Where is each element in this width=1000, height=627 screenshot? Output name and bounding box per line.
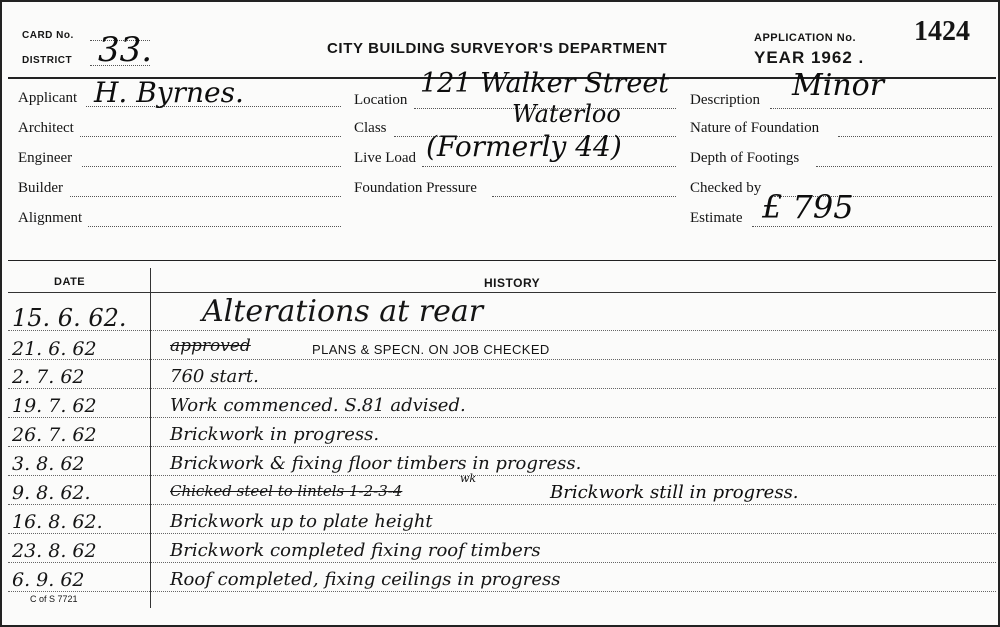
- foundation-pressure-line: [492, 196, 676, 197]
- row-rule: [8, 533, 996, 534]
- history-row-text: Brickwork still in progress.: [550, 482, 799, 503]
- history-column-header: HISTORY: [484, 276, 541, 290]
- history-row-date: 2. 7. 62: [12, 366, 85, 388]
- history-row-date: 6. 9. 62: [12, 569, 85, 591]
- fields-bottom-rule: [8, 260, 996, 261]
- live-load-line: [422, 166, 676, 167]
- row-rule: [8, 504, 996, 505]
- builder-label: Builder: [18, 180, 63, 196]
- form-code: C of S 7721: [30, 594, 78, 604]
- history-row-date: 16. 8. 62.: [12, 511, 103, 533]
- estimate-value: £ 795: [762, 188, 854, 226]
- location-label: Location: [354, 92, 408, 108]
- history-row-text: Work commenced. S.81 advised.: [170, 395, 466, 416]
- row-rule: [8, 591, 996, 592]
- history-row-date: 23. 8. 62: [12, 540, 97, 562]
- history-row-date: 26. 7. 62: [12, 424, 97, 446]
- application-number: 1424: [914, 16, 970, 47]
- department-title: CITY BUILDING SURVEYOR'S DEPARTMENT: [327, 40, 668, 57]
- location-value-suburb: Waterloo: [512, 100, 621, 128]
- history-row-text: Brickwork up to plate height: [170, 511, 433, 532]
- date-column-header: DATE: [54, 276, 86, 288]
- history-row-date: 19. 7. 62: [12, 395, 97, 417]
- history-row-date: 3. 8. 62: [12, 453, 85, 475]
- history-row-text: Roof completed, fixing ceilings in progress: [170, 569, 561, 590]
- estimate-line: [752, 226, 992, 227]
- engineer-label: Engineer: [18, 150, 73, 166]
- description-label: Description: [690, 92, 760, 108]
- class-label: Class: [354, 120, 387, 136]
- alignment-label: Alignment: [18, 210, 83, 226]
- history-row-date: 21. 6. 62: [12, 338, 97, 360]
- history-row-insert: wk: [460, 472, 477, 485]
- estimate-label: Estimate: [690, 210, 743, 226]
- description-line: [770, 108, 992, 109]
- history-row-stamp: PLANS & SPECN. ON JOB CHECKED: [312, 342, 550, 357]
- history-row-text: Alterations at rear: [202, 294, 484, 329]
- foundation-pressure-label: Foundation Pressure: [354, 180, 477, 196]
- row-rule: [8, 388, 996, 389]
- builder-line: [70, 196, 341, 197]
- district-label: DISTRICT: [22, 55, 73, 66]
- history-row-text: Brickwork in progress.: [170, 424, 380, 445]
- year-label: YEAR 1962 .: [754, 48, 865, 67]
- engineer-line: [82, 166, 341, 167]
- history-row-text: Brickwork & fixing floor timbers in progress.: [170, 453, 582, 474]
- history-row-text: 760 start.: [170, 366, 259, 387]
- card-no-label: CARD No.: [22, 30, 74, 41]
- applicant-label: Applicant: [18, 90, 78, 106]
- application-label: APPLICATION No.: [754, 32, 857, 44]
- history-row-text: Brickwork completed fixing roof timbers: [170, 540, 541, 561]
- row-rule: [8, 475, 996, 476]
- row-rule: [8, 562, 996, 563]
- alignment-line: [88, 226, 341, 227]
- applicant-value: H. Byrnes.: [94, 76, 244, 109]
- live-load-value: (Formerly 44): [426, 130, 622, 163]
- nature-of-foundation-label: Nature of Foundation: [690, 120, 820, 136]
- date-column-divider: [150, 268, 151, 608]
- history-row-struck-text: Chicked steel to lintels 1-2-3-4: [170, 482, 403, 500]
- history-row-date: 9. 8. 62.: [12, 482, 91, 504]
- history-header-rule: [8, 292, 996, 293]
- district-value: 33.: [98, 30, 153, 70]
- architect-label: Architect: [18, 120, 74, 136]
- row-rule: [8, 359, 996, 360]
- depth-of-footings-label: Depth of Footings: [690, 150, 800, 166]
- architect-line: [80, 136, 341, 137]
- nature-of-foundation-line: [838, 136, 992, 137]
- history-row-struck-text: approved: [170, 336, 251, 356]
- location-value-street: 121 Walker Street: [420, 68, 670, 99]
- row-rule: [8, 330, 996, 331]
- history-row-date: 15. 6. 62.: [12, 304, 127, 332]
- row-rule: [8, 446, 996, 447]
- depth-of-footings-line: [816, 166, 992, 167]
- description-value: Minor: [792, 68, 885, 103]
- checked-by-label: Checked by: [690, 180, 762, 196]
- live-load-label: Live Load: [354, 150, 417, 166]
- row-rule: [8, 417, 996, 418]
